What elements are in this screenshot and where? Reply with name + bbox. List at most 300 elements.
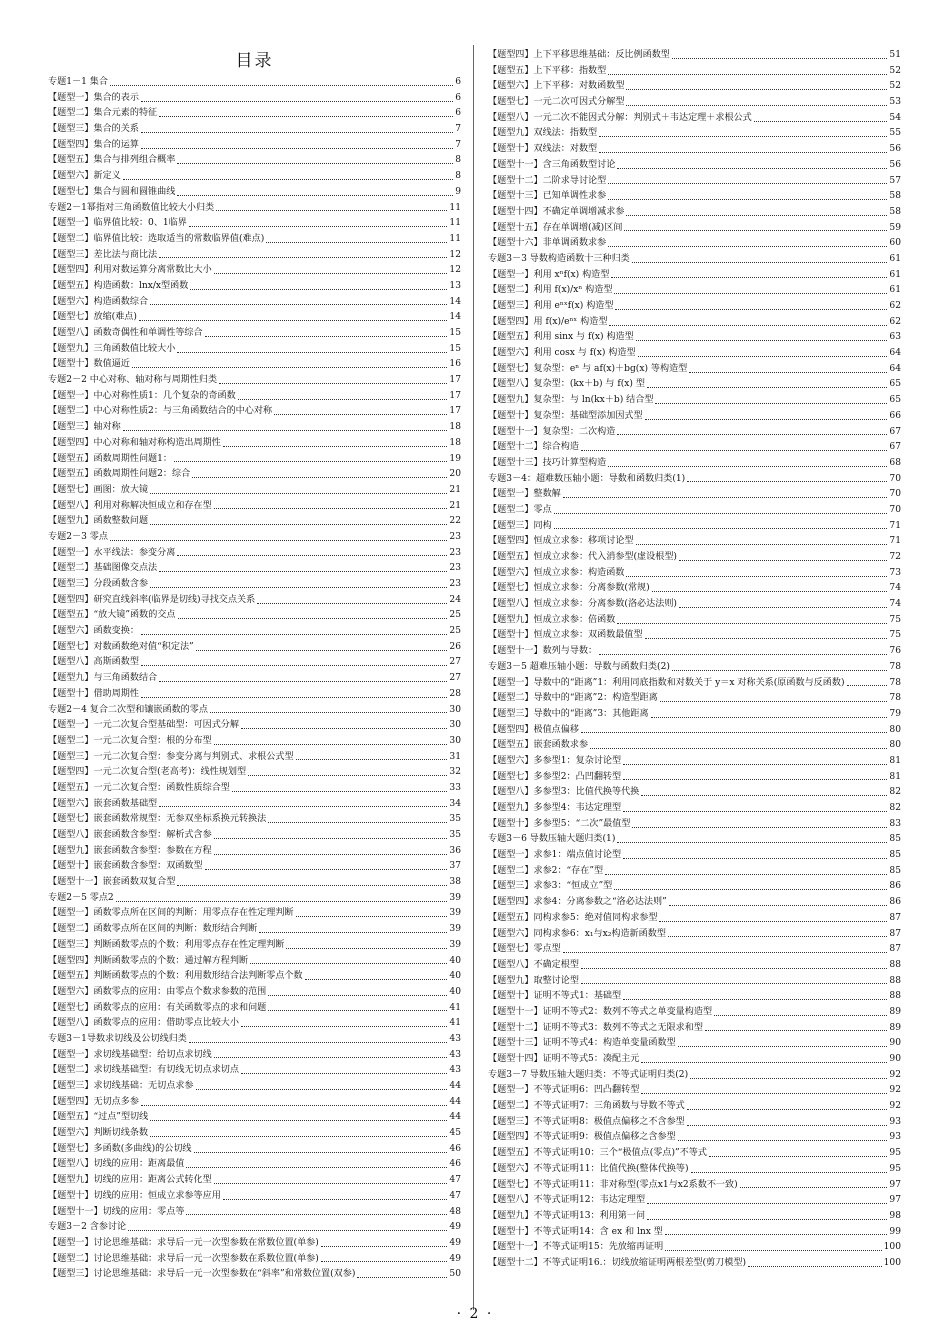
toc-entry-label: 【题型二】中心对称性质2：与三角函数结合的中心对称 — [48, 406, 273, 417]
dot-leader — [259, 931, 447, 933]
toc-entry[interactable] — [48, 1142, 461, 1158]
toc-entry-label: 【题型九】函数整数问题 — [48, 516, 149, 527]
toc-entry[interactable] — [488, 283, 901, 299]
toc-entry[interactable] — [488, 942, 901, 958]
toc-entry[interactable] — [48, 640, 461, 656]
toc-entry[interactable] — [488, 95, 901, 111]
toc-entry[interactable] — [48, 185, 461, 201]
toc-entry-page: 11 — [449, 233, 461, 244]
toc-entry[interactable] — [48, 1001, 461, 1017]
toc-entry-label: 【题型九】多参型4：韦达定理型 — [488, 803, 622, 813]
dot-leader — [847, 684, 888, 686]
toc-entry[interactable] — [488, 1193, 901, 1209]
toc-entry[interactable] — [48, 1016, 461, 1032]
toc-entry[interactable] — [48, 169, 461, 185]
toc-entry[interactable] — [488, 425, 901, 441]
toc-entry[interactable] — [48, 91, 461, 107]
toc-entry-label: 【题型七】零点型 — [488, 944, 561, 955]
toc-entry[interactable] — [488, 48, 901, 64]
toc-entry[interactable] — [488, 1256, 901, 1272]
toc-entry[interactable] — [488, 440, 901, 456]
toc-entry-page: 63 — [889, 332, 901, 343]
toc-entry[interactable] — [488, 221, 901, 237]
toc-entry[interactable] — [48, 201, 461, 217]
dot-leader — [150, 492, 447, 494]
toc-entry[interactable] — [48, 530, 461, 546]
toc-entry[interactable] — [488, 111, 901, 127]
toc-entry[interactable] — [488, 707, 901, 723]
dot-leader — [679, 606, 887, 608]
toc-entry[interactable] — [48, 1063, 461, 1079]
toc-entry-label: 【题型一】函数零点所在区间的判断：用零点存在性定理判断 — [48, 908, 294, 919]
toc-entry-label: 【题型一】讨论思维基础：求导后一元一次型参数在常数位置(单参) — [48, 1237, 319, 1248]
toc-entry[interactable] — [48, 1079, 461, 1095]
toc-entry[interactable] — [48, 797, 461, 813]
toc-entry[interactable] — [488, 628, 901, 644]
toc-entry[interactable] — [48, 436, 461, 452]
toc-entry[interactable] — [488, 362, 901, 378]
toc-entry[interactable] — [48, 279, 461, 295]
toc-entry-label: 【题型十四】证明不等式5：凑配主元 — [488, 1054, 640, 1064]
toc-entry[interactable] — [48, 781, 461, 797]
toc-entry-label: 【题型十】借助周期性 — [48, 688, 139, 699]
toc-entry[interactable] — [48, 122, 461, 138]
toc-entry-page: 86 — [889, 881, 901, 892]
toc-entry-page: 46 — [449, 1159, 461, 1170]
toc-entry[interactable] — [488, 268, 901, 284]
toc-entry[interactable] — [488, 1068, 901, 1084]
toc-entry-page: 44 — [449, 1081, 461, 1091]
toc-entry-page: 90 — [889, 1054, 901, 1064]
toc-entry[interactable] — [488, 534, 901, 550]
dot-leader — [205, 335, 448, 337]
toc-entry[interactable] — [488, 158, 901, 174]
toc-entry-page: 32 — [449, 767, 461, 778]
toc-entry-page: 87 — [889, 944, 901, 955]
dot-leader — [257, 602, 447, 604]
toc-entry[interactable] — [48, 138, 461, 154]
toc-entry[interactable] — [48, 106, 461, 122]
toc-entry[interactable] — [488, 566, 901, 582]
toc-entry[interactable] — [488, 393, 901, 409]
toc-entry[interactable] — [48, 844, 461, 860]
dot-leader — [110, 84, 453, 86]
toc-entry-page: 62 — [889, 316, 901, 327]
toc-entry[interactable] — [488, 346, 901, 362]
dot-leader — [177, 884, 447, 886]
toc-entry-page: 39 — [449, 939, 461, 950]
dot-leader — [665, 1249, 881, 1251]
toc-entry-label: 专题2－4 复合二次型和镶嵌函数的零点 — [48, 704, 208, 715]
toc-entry-page: 58 — [889, 191, 901, 202]
dot-leader — [608, 182, 887, 184]
toc-entry-label: 【题型五】嵌套函数求参 — [488, 740, 589, 751]
dot-leader — [141, 131, 453, 133]
toc-entry-page: 68 — [889, 457, 901, 468]
toc-entry-label: 【题型十三】已知单调性求参 — [488, 191, 607, 202]
toc-entry-label: 【题型五】利用 sinx 与 f(x) 构造型 — [488, 332, 634, 343]
toc-entry[interactable] — [488, 205, 901, 221]
toc-entry[interactable] — [488, 174, 901, 190]
dot-leader — [691, 1171, 888, 1173]
toc-entry-label: 【题型八】多参型3：比值代换等代换 — [488, 787, 640, 798]
dot-leader — [321, 1260, 448, 1262]
dot-leader — [159, 680, 447, 682]
toc-entry[interactable] — [488, 64, 901, 80]
toc-entry[interactable] — [48, 357, 461, 373]
toc-entry[interactable] — [48, 561, 461, 577]
dot-leader — [626, 575, 887, 577]
dot-leader — [189, 225, 448, 227]
dot-leader — [687, 1124, 888, 1126]
toc-entry[interactable] — [488, 1162, 901, 1178]
toc-entry-label: 专题1－1 集合 — [48, 77, 108, 87]
toc-entry[interactable] — [48, 75, 461, 91]
toc-entry[interactable] — [488, 848, 901, 864]
toc-entry[interactable] — [48, 153, 461, 169]
toc-entry[interactable] — [488, 487, 901, 503]
dot-leader — [150, 303, 447, 305]
toc-entry-label: 【题型七】集合与圆和圆锥曲线 — [48, 186, 176, 197]
toc-entry[interactable] — [488, 644, 901, 660]
toc-entry[interactable] — [488, 1225, 901, 1241]
toc-entry-page: 74 — [889, 583, 901, 594]
toc-entry[interactable] — [48, 467, 461, 483]
toc-entry[interactable] — [48, 1048, 461, 1064]
toc-entry[interactable] — [48, 452, 461, 468]
dot-leader — [159, 805, 447, 807]
toc-entry[interactable] — [48, 546, 461, 562]
toc-entry-page: 7 — [455, 124, 461, 135]
toc-entry[interactable] — [488, 660, 901, 676]
toc-entry[interactable] — [488, 785, 901, 801]
toc-entry-label: 【题型八】函数零点的应用：借助零点比较大小 — [48, 1018, 239, 1029]
toc-entry[interactable] — [48, 232, 461, 248]
toc-entry[interactable] — [48, 875, 461, 891]
toc-entry-page: 6 — [455, 108, 461, 119]
toc-entry[interactable] — [488, 456, 901, 472]
toc-entry[interactable] — [48, 326, 461, 342]
toc-entry[interactable] — [488, 315, 901, 331]
toc-entry[interactable] — [488, 879, 901, 895]
toc-entry[interactable] — [488, 1083, 901, 1099]
toc-entry[interactable] — [488, 1130, 901, 1146]
toc-entry-label: 【题型三】导数中的“距离”3：其他距离 — [488, 708, 649, 719]
toc-entry-label: 【题型三】求参3：“恒成立”型 — [488, 881, 613, 892]
toc-entry-page: 39 — [449, 892, 461, 903]
toc-entry[interactable] — [48, 263, 461, 279]
toc-entry[interactable] — [488, 330, 901, 346]
toc-entry[interactable] — [488, 550, 901, 566]
toc-entry-label: 【题型三】分段函数含参 — [48, 579, 149, 589]
toc-entry-label: 【题型十二】不等式证明16.：切线放缩证明两根差型(剪刀模型) — [488, 1257, 746, 1268]
toc-entry[interactable] — [488, 770, 901, 786]
toc-entry-label: 【题型四】中心对称和轴对称构造出周期性 — [48, 437, 221, 448]
toc-entry[interactable] — [488, 691, 901, 707]
toc-entry[interactable] — [488, 409, 901, 425]
toc-entry[interactable] — [488, 252, 901, 268]
toc-entry-page: 40 — [449, 986, 461, 997]
toc-entry[interactable] — [488, 236, 901, 252]
toc-entry[interactable] — [48, 1220, 461, 1236]
toc-entry[interactable] — [48, 1173, 461, 1189]
toc-entry-label: 【题型六】不等式证明11：比值代换(整体代换等) — [488, 1163, 689, 1174]
dot-leader — [554, 512, 888, 514]
toc-entry[interactable] — [488, 1099, 901, 1115]
toc-entry[interactable] — [48, 593, 461, 609]
dot-leader — [632, 261, 888, 263]
toc-entry-label: 【题型一】集合的表示 — [48, 92, 139, 103]
toc-entry[interactable] — [48, 922, 461, 938]
toc-entry-label: 【题型一】整数解 — [488, 489, 561, 500]
toc-entry-label: 【题型一】求参1：端点值讨论型 — [488, 850, 622, 861]
toc-entry-label: 【题型二】函数零点所在区间的判断：数形结合判断 — [48, 924, 258, 935]
toc-entry[interactable] — [48, 671, 461, 687]
toc-entry-page: 92 — [889, 1101, 901, 1112]
dot-leader — [641, 1061, 887, 1063]
dot-leader — [196, 1088, 448, 1090]
toc-entry[interactable] — [48, 1236, 461, 1252]
dot-leader — [194, 1151, 448, 1153]
toc-entry-label: 【题型十一】证明不等式2：数列不等式之单变量构造型 — [488, 1006, 713, 1017]
toc-entry[interactable] — [488, 1209, 901, 1225]
toc-entry[interactable] — [488, 989, 901, 1005]
dot-leader — [590, 747, 887, 749]
toc-entry[interactable] — [488, 1115, 901, 1131]
toc-entry[interactable] — [48, 624, 461, 640]
toc-entry[interactable] — [48, 295, 461, 311]
toc-entry-page: 23 — [449, 547, 461, 558]
toc-entry-label: 【题型十一】含三角函数型讨论 — [488, 159, 616, 170]
dot-leader — [581, 982, 887, 984]
dot-leader — [668, 935, 887, 937]
toc-entry-page: 17 — [449, 406, 461, 417]
toc-entry-page: 92 — [889, 1085, 901, 1096]
toc-entry[interactable] — [48, 1252, 461, 1268]
toc-entry-page: 41 — [449, 1018, 461, 1029]
toc-entry-page: 58 — [889, 206, 901, 217]
toc-right-column — [488, 48, 901, 1272]
toc-entry[interactable] — [488, 801, 901, 817]
toc-entry-label: 专题2－3 零点 — [48, 531, 108, 542]
toc-entry[interactable] — [48, 1189, 461, 1205]
toc-entry-page: 49 — [449, 1253, 461, 1264]
toc-entry[interactable] — [48, 420, 461, 436]
dot-leader — [250, 962, 447, 964]
toc-entry[interactable] — [488, 1036, 901, 1052]
toc-entry[interactable] — [48, 969, 461, 985]
toc-entry-page: 13 — [449, 280, 461, 291]
dot-leader — [647, 1218, 887, 1220]
toc-entry[interactable] — [488, 1178, 901, 1194]
toc-entry-label: 【题型十一】数列与导数： — [488, 646, 598, 657]
toc-left-list — [48, 75, 461, 1283]
toc-entry[interactable] — [48, 310, 461, 326]
toc-entry-page: 48 — [449, 1206, 461, 1217]
toc-entry-label: 【题型九】嵌套函数含参型：参数在方程 — [48, 845, 212, 856]
toc-entry-page: 24 — [449, 594, 461, 605]
toc-entry-page: 6 — [455, 92, 461, 103]
toc-entry[interactable] — [48, 985, 461, 1001]
toc-entry-label: 【题型一】导数中的“距离”1：利用同底指数和对数关于 y＝x 对称关系(原函数与反函数) — [488, 677, 845, 688]
dot-leader — [690, 1077, 887, 1079]
dot-leader — [614, 888, 887, 890]
toc-entry[interactable] — [48, 891, 461, 907]
toc-entry-page: 41 — [449, 1002, 461, 1013]
dot-leader — [611, 276, 887, 278]
toc-entry-label: 【题型十四】不确定单调增减求参 — [488, 206, 625, 217]
toc-entry[interactable] — [48, 954, 461, 970]
toc-entry[interactable] — [488, 581, 901, 597]
toc-entry[interactable] — [488, 754, 901, 770]
toc-entry-page: 12 — [449, 265, 461, 276]
toc-entry-page: 38 — [449, 877, 461, 888]
toc-entry-page: 35 — [449, 814, 461, 825]
dot-leader — [210, 711, 447, 713]
toc-entry-page: 61 — [889, 253, 901, 264]
toc-entry[interactable] — [48, 216, 461, 232]
toc-entry[interactable] — [48, 938, 461, 954]
toc-entry-page: 17 — [449, 390, 461, 401]
toc-entry[interactable] — [48, 687, 461, 703]
toc-entry[interactable] — [488, 126, 901, 142]
toc-entry[interactable] — [488, 472, 901, 488]
toc-entry[interactable] — [48, 1205, 461, 1221]
toc-entry[interactable] — [488, 817, 901, 833]
toc-entry-label: 【题型十六】非单调函数求参 — [488, 238, 607, 249]
toc-entry-page: 43 — [449, 1065, 461, 1076]
toc-entry-label: 【题型十】双线法：对数型 — [488, 144, 598, 155]
toc-entry[interactable] — [48, 373, 461, 389]
dot-leader — [305, 978, 448, 980]
toc-entry[interactable] — [48, 248, 461, 264]
toc-entry-label: 【题型三】不等式证明8：极值点偏移之不含参型 — [488, 1116, 685, 1127]
toc-entry-page: 93 — [889, 1132, 901, 1143]
toc-entry-page: 66 — [889, 410, 901, 421]
toc-entry-page: 49 — [449, 1237, 461, 1248]
toc-entry[interactable] — [48, 750, 461, 766]
toc-entry[interactable] — [48, 1157, 461, 1173]
toc-entry[interactable] — [48, 859, 461, 875]
dot-leader — [214, 853, 448, 855]
toc-entry[interactable] — [48, 342, 461, 358]
toc-entry-page: 22 — [449, 516, 461, 527]
dot-leader — [623, 763, 887, 765]
toc-entry-page: 98 — [889, 1210, 901, 1221]
toc-entry[interactable] — [48, 703, 461, 719]
dot-leader — [141, 633, 447, 635]
toc-entry[interactable] — [488, 723, 901, 739]
toc-entry-label: 【题型三】讨论思维基础：求导后一元一次型参数在“斜率”和常数位置(双参) — [48, 1269, 356, 1280]
toc-entry[interactable] — [48, 577, 461, 593]
dot-leader — [645, 418, 888, 420]
toc-entry-page: 21 — [449, 484, 461, 495]
toc-entry[interactable] — [48, 389, 461, 405]
toc-entry-page: 37 — [449, 861, 461, 872]
toc-entry[interactable] — [48, 483, 461, 499]
toc-entry-label: 【题型十一】不等式证明15：先放缩再证明 — [488, 1242, 664, 1253]
toc-entry[interactable] — [488, 613, 901, 629]
toc-entry-page: 12 — [449, 249, 461, 260]
toc-entry[interactable] — [48, 1126, 461, 1142]
toc-entry[interactable] — [48, 906, 461, 922]
toc-entry-page: 88 — [889, 959, 901, 970]
toc-entry[interactable] — [48, 1110, 461, 1126]
dot-leader — [754, 120, 888, 122]
toc-entry[interactable] — [488, 676, 901, 692]
toc-entry[interactable] — [48, 608, 461, 624]
toc-entry[interactable] — [488, 1052, 901, 1068]
toc-entry[interactable] — [488, 832, 901, 848]
dot-leader — [709, 1155, 887, 1157]
toc-entry-page: 61 — [889, 269, 901, 280]
toc-entry[interactable] — [488, 864, 901, 880]
toc-entry[interactable] — [48, 499, 461, 515]
toc-entry[interactable] — [488, 927, 901, 943]
toc-entry[interactable] — [488, 1146, 901, 1162]
toc-entry-page: 56 — [889, 144, 901, 155]
toc-entry[interactable] — [48, 812, 461, 828]
toc-entry[interactable] — [488, 189, 901, 205]
toc-entry[interactable] — [488, 299, 901, 315]
toc-entry-label: 【题型三】轴对称 — [48, 422, 121, 433]
toc-entry[interactable] — [488, 958, 901, 974]
toc-entry[interactable] — [488, 738, 901, 754]
dot-leader — [748, 1265, 882, 1267]
toc-entry-label: 【题型六】新定义 — [48, 171, 121, 182]
toc-entry[interactable] — [48, 404, 461, 420]
toc-entry[interactable] — [488, 974, 901, 990]
toc-entry[interactable] — [48, 655, 461, 671]
toc-entry[interactable] — [488, 597, 901, 613]
toc-entry[interactable] — [48, 734, 461, 750]
dot-leader — [623, 857, 887, 859]
dot-leader — [632, 826, 887, 828]
toc-entry-label: 【题型四】极值点偏移 — [488, 724, 579, 735]
toc-entry[interactable] — [488, 519, 901, 535]
toc-entry[interactable] — [488, 377, 901, 393]
toc-entry[interactable] — [488, 79, 901, 95]
toc-entry[interactable] — [488, 1005, 901, 1021]
toc-entry-page: 18 — [449, 422, 461, 433]
toc-entry-page: 80 — [889, 740, 901, 751]
toc-entry-label: 【题型九】不等式证明13：利用第一问 — [488, 1210, 646, 1221]
toc-entry[interactable] — [488, 142, 901, 158]
dot-leader — [672, 57, 888, 59]
toc-entry[interactable] — [488, 503, 901, 519]
toc-entry[interactable] — [488, 1240, 901, 1256]
toc-entry[interactable] — [48, 828, 461, 844]
toc-entry-label: 【题型三】求切线基础：无切点求参 — [48, 1081, 194, 1091]
toc-entry[interactable] — [488, 911, 901, 927]
toc-entry-page: 50 — [449, 1269, 461, 1280]
dot-leader — [214, 272, 448, 274]
toc-entry[interactable] — [48, 1032, 461, 1048]
toc-entry-label: 【题型五】“过点”型切线 — [48, 1112, 149, 1123]
toc-entry-label: 【题型一】不等式证明6：凹凸翻转型 — [488, 1085, 640, 1096]
toc-entry-page: 78 — [889, 661, 901, 672]
toc-entry[interactable] — [488, 1021, 901, 1037]
toc-entry[interactable] — [48, 1267, 461, 1283]
toc-entry-label: 【题型六】嵌套函数基础型 — [48, 798, 158, 809]
dot-leader — [599, 135, 887, 137]
toc-entry[interactable] — [48, 1095, 461, 1111]
toc-entry[interactable] — [48, 718, 461, 734]
toc-entry[interactable] — [48, 765, 461, 781]
toc-entry[interactable] — [48, 514, 461, 530]
dot-leader — [647, 386, 887, 388]
toc-entry[interactable] — [488, 895, 901, 911]
